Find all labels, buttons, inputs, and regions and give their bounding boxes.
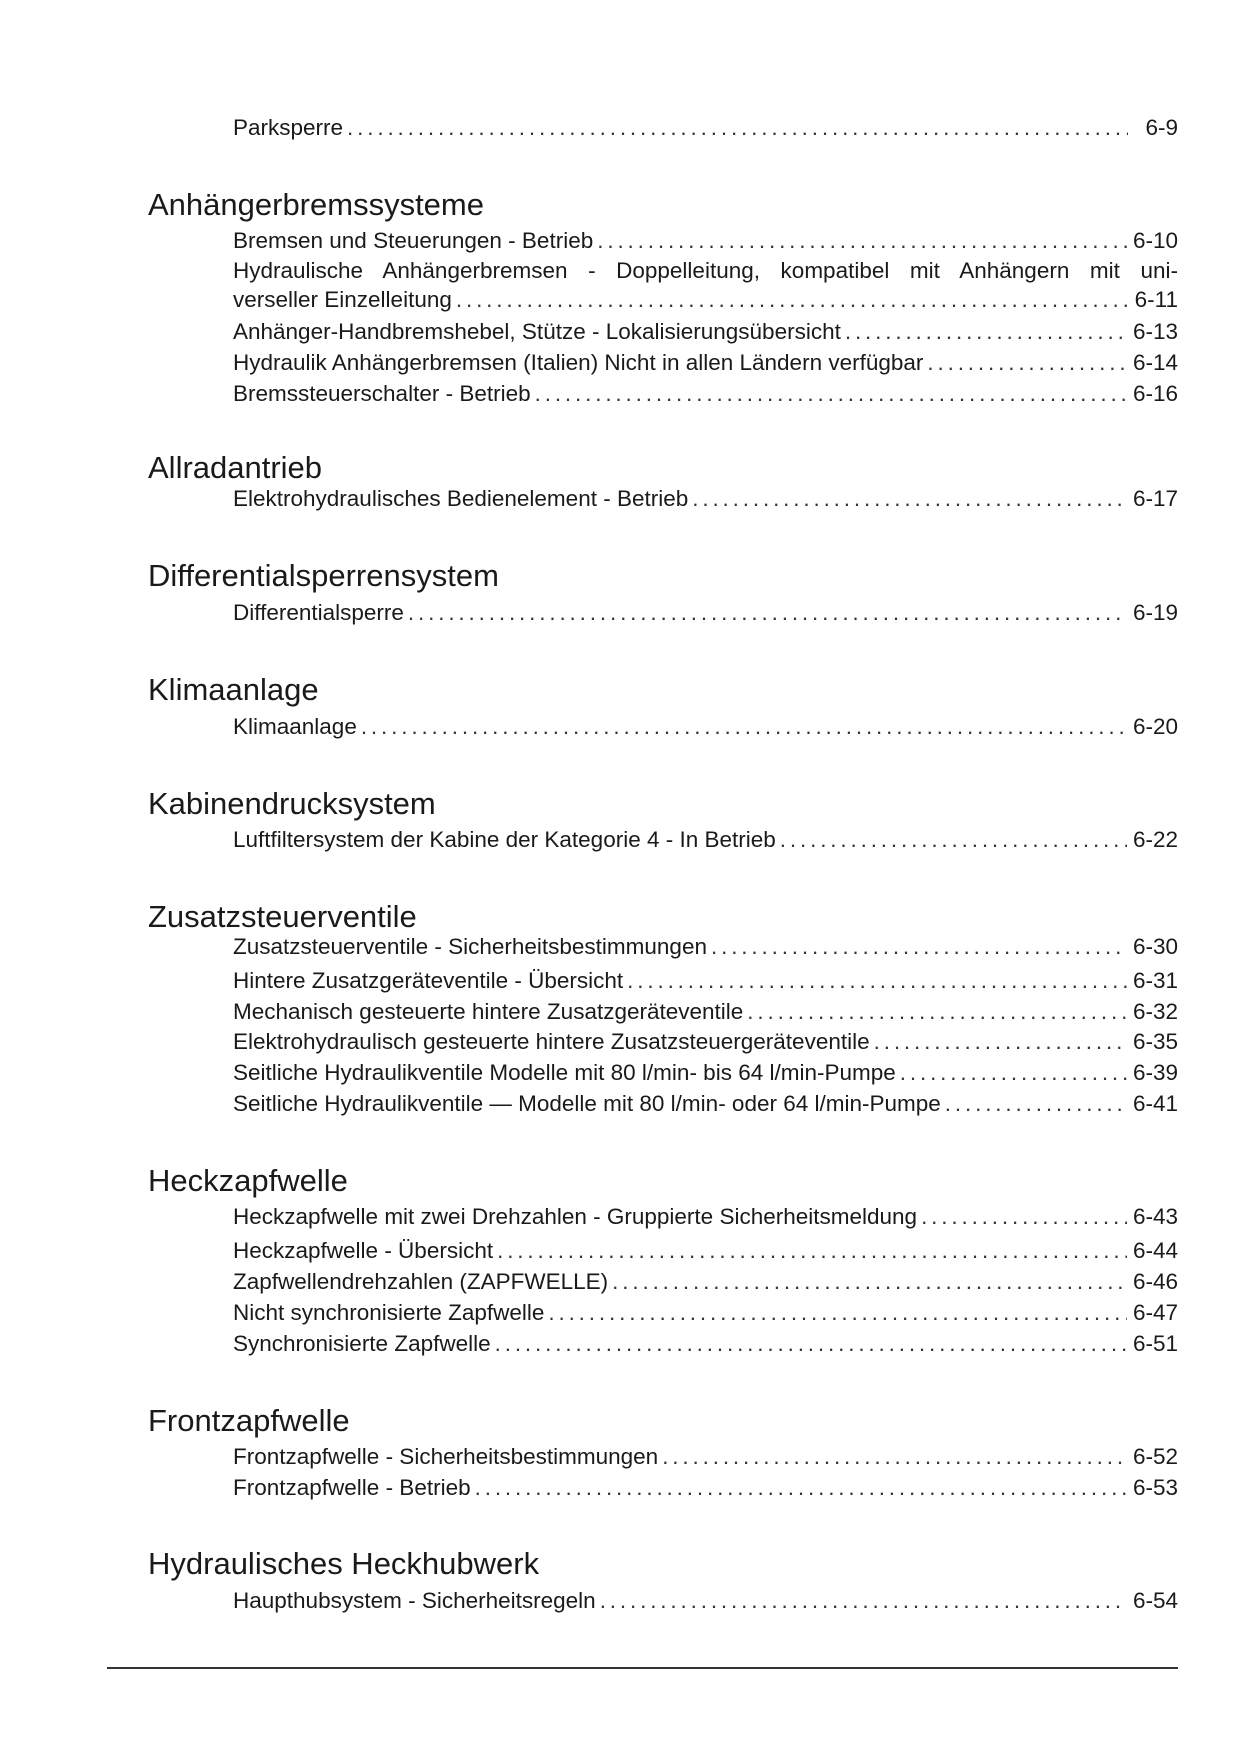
dot-leader — [845, 318, 1127, 346]
toc-entry-label: Nicht synchronisierte Zapfwelle — [233, 1300, 545, 1325]
toc-entry-page: 6-30 — [1132, 934, 1178, 959]
toc-entry[interactable] — [233, 1268, 1178, 1296]
toc-entry[interactable] — [233, 998, 1178, 1026]
toc-entry-label: Heckzapfwelle mit zwei Drehzahlen - Gruppierte Sicherheitsmeldung — [233, 1204, 918, 1229]
dot-leader — [597, 227, 1127, 255]
toc-entry[interactable] — [233, 933, 1178, 961]
section-title: Hydraulisches Heckhubwerk — [148, 1546, 540, 1581]
toc-entry-label: Hydraulik Anhängerbremsen (Italien) Nicht in allen Ländern verfügbar — [233, 350, 924, 375]
section-title: Kabinendrucksystem — [148, 786, 436, 821]
toc-entry[interactable] — [233, 967, 1178, 995]
toc-entry[interactable] — [233, 1059, 1178, 1087]
toc-entry[interactable] — [233, 1443, 1178, 1471]
toc-entry-label: Elektrohydraulisch gesteuerte hintere Zusatzsteuergeräteventile — [233, 1029, 870, 1054]
dot-leader — [900, 1059, 1127, 1087]
toc-entry-page: 6-41 — [1132, 1091, 1178, 1116]
dot-leader — [747, 998, 1127, 1026]
toc-entry-page: 6-20 — [1132, 714, 1178, 739]
toc-entry-label: Haupthubsystem - Sicherheitsregeln — [233, 1588, 596, 1613]
toc-entry[interactable] — [233, 1237, 1178, 1265]
section-title: Frontzapfwelle — [148, 1403, 350, 1438]
dot-leader — [711, 933, 1127, 961]
toc-entry-label: Zusatzsteuerventile - Sicherheitsbestimmungen — [233, 934, 707, 959]
toc-entry[interactable] — [233, 1587, 1178, 1615]
toc-entry[interactable] — [233, 826, 1178, 854]
section-title: Allradantrieb — [148, 450, 323, 485]
toc-entry[interactable] — [233, 380, 1178, 408]
toc-entry-label-line1: Hydraulische Anhängerbremsen - Doppelleitung, kompatibel mit Anhängern mit uni- — [233, 258, 1178, 283]
toc-entry-label: Frontzapfwelle - Betrieb — [233, 1475, 471, 1500]
toc-entry-label: Synchronisierte Zapfwelle — [233, 1331, 491, 1356]
dot-leader — [535, 380, 1127, 408]
toc-entry[interactable] — [233, 1474, 1178, 1502]
dot-leader — [692, 485, 1127, 513]
toc-entry[interactable] — [233, 256, 1178, 314]
dot-leader — [456, 285, 1128, 314]
toc-entry-page: 6-13 — [1132, 319, 1178, 344]
toc-entry-page: 6-43 — [1132, 1204, 1178, 1229]
toc-entry-label: Seitliche Hydraulikventile — Modelle mit 80 l/min- oder 64 l/min-Pumpe — [233, 1091, 941, 1116]
toc-entry[interactable] — [233, 599, 1178, 627]
dot-leader — [548, 1299, 1127, 1327]
toc-entry-label: Parksperre — [233, 115, 344, 140]
toc-entry[interactable] — [233, 1090, 1178, 1118]
toc-entry-label: Seitliche Hydraulikventile Modelle mit 80 l/min- bis 64 l/min-Pumpe — [233, 1060, 896, 1085]
toc-entry-label: Frontzapfwelle - Sicherheitsbestimmungen — [233, 1444, 659, 1469]
dot-leader — [495, 1330, 1127, 1358]
toc-entry-page: 6-22 — [1132, 827, 1178, 852]
section-title: Zusatzsteuerventile — [148, 899, 417, 934]
dot-leader — [662, 1443, 1127, 1471]
toc-entry-page: 6-31 — [1132, 968, 1178, 993]
toc-entry[interactable] — [233, 318, 1178, 346]
dot-leader — [780, 826, 1127, 854]
toc-entry[interactable] — [233, 114, 1178, 142]
dot-leader — [627, 967, 1127, 995]
toc-entry[interactable] — [233, 485, 1178, 513]
dot-leader — [612, 1268, 1127, 1296]
section-title: Anhängerbremssysteme — [148, 187, 484, 222]
footer-divider — [107, 1667, 1178, 1669]
toc-entry[interactable] — [233, 713, 1178, 741]
toc-entry-label: Hintere Zusatzgeräteventile - Übersicht — [233, 968, 624, 993]
toc-entry-page: 6-17 — [1132, 486, 1178, 511]
toc-entry[interactable] — [233, 1330, 1178, 1358]
dot-leader — [945, 1090, 1127, 1118]
dot-leader — [361, 713, 1127, 741]
dot-leader — [921, 1203, 1127, 1231]
toc-entry[interactable] — [233, 1299, 1178, 1327]
toc-entry[interactable] — [233, 1028, 1178, 1056]
section-title: Klimaanlage — [148, 672, 319, 707]
dot-leader — [600, 1587, 1127, 1615]
section-title: Differentialsperrensystem — [148, 558, 499, 593]
toc-entry[interactable] — [233, 349, 1178, 377]
toc-entry-page: 6-14 — [1132, 350, 1178, 375]
dot-leader — [475, 1474, 1127, 1502]
toc-entry-page: 6-11 — [1134, 287, 1178, 312]
toc-entry-page: 6-46 — [1132, 1269, 1178, 1294]
toc-entry-page: 6-54 — [1132, 1588, 1178, 1613]
toc-entry-label: Zapfwellendrehzahlen (ZAPFWELLE) — [233, 1269, 609, 1294]
toc-entry-label: Mechanisch gesteuerte hintere Zusatzgeräteventile — [233, 999, 744, 1024]
toc-entry-page: 6-32 — [1132, 999, 1178, 1024]
toc-entry-page: 6-47 — [1132, 1300, 1178, 1325]
toc-entry-page: 6-52 — [1132, 1444, 1178, 1469]
toc-entry-page: 6-16 — [1132, 381, 1178, 406]
dot-leader — [874, 1028, 1127, 1056]
toc-entry-label: Klimaanlage — [233, 714, 357, 739]
toc-entry[interactable] — [233, 1203, 1178, 1231]
toc-entry-label: Bremsen und Steuerungen - Betrieb — [233, 228, 594, 253]
toc-entry-page: 6-39 — [1132, 1060, 1178, 1085]
toc-entry-page: 6-10 — [1132, 228, 1178, 253]
dot-leader — [497, 1237, 1127, 1265]
toc-entry-page: 6-35 — [1132, 1029, 1178, 1054]
toc-entry-page: 6-51 — [1132, 1331, 1178, 1356]
toc-entry-label: Differentialsperre — [233, 600, 404, 625]
toc-entry-page: 6-53 — [1132, 1475, 1178, 1500]
toc-entry-label: Heckzapfwelle - Übersicht — [233, 1238, 494, 1263]
toc-entry-label: Bremssteuerschalter - Betrieb — [233, 381, 531, 406]
toc-entry-page: 6-19 — [1132, 600, 1178, 625]
dot-leader — [927, 349, 1127, 377]
toc-entry-label: Elektrohydraulisches Bedienelement - Betrieb — [233, 486, 689, 511]
toc-entry-label: Anhänger-Handbremshebel, Stütze - Lokalisierungsübersicht — [233, 319, 841, 344]
toc-entry-page: 6-9 — [1145, 115, 1178, 140]
toc-entry-page: 6-44 — [1132, 1238, 1178, 1263]
dot-leader — [408, 599, 1127, 627]
toc-entry-label: Luftfiltersystem der Kabine der Kategorie 4 - In Betrieb — [233, 827, 776, 852]
dot-leader — [347, 114, 1128, 142]
section-title: Heckzapfwelle — [148, 1163, 348, 1198]
toc-entry[interactable] — [233, 227, 1178, 255]
toc-entry-label: verseller Einzelleitung — [233, 287, 452, 312]
